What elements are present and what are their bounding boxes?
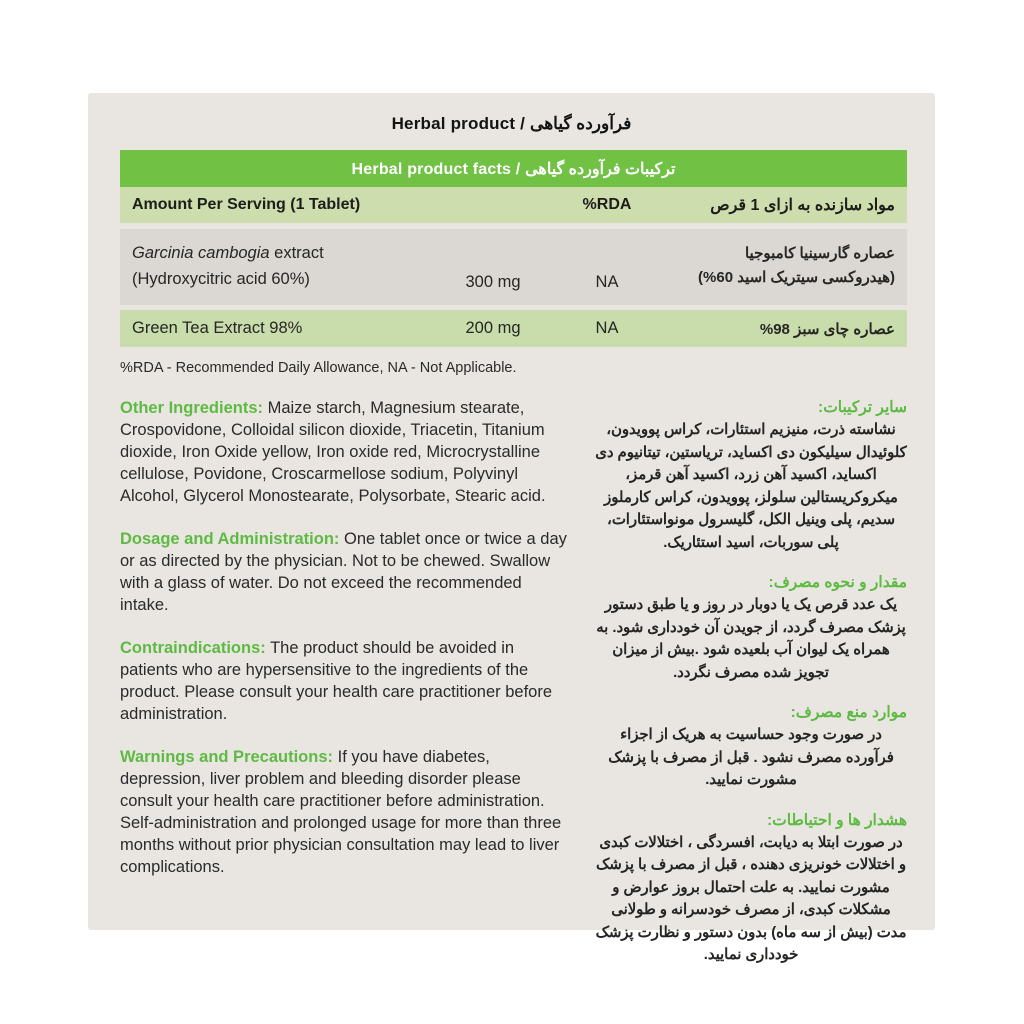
amount-value: 200 mg — [465, 319, 521, 337]
rda-footnote: %RDA - Recommended Daily Allowance, NA - Not Applicable. — [120, 360, 517, 376]
ingredient-name-suffix: extract — [269, 244, 324, 262]
section-body: One tablet once or twice a day or as directed by the physician. Not to be chewed. Swallow with a glass of water. Do not exceed the recommended intake. — [120, 530, 567, 614]
body-columns — [120, 397, 907, 985]
section-body-fa: در صورت وجود حساسیت به هریک از اجزاء فرآورده مصرف نشود . قبل از مصرف با پزشک مشورت نمایید. — [608, 727, 894, 788]
section-heading-fa: موارد منع مصرف: — [790, 704, 907, 721]
section-warnings-fa — [595, 810, 907, 967]
section-body-fa: در صورت ابتلا به دیابت، افسردگی ، اختلالات کبدی و اختلالات خونریزی دهنده ، قبل از مصرف با پزشک مشورت نمایید. به علت احتمال بروز عوارض و مشکلات کبدی، از مصرف خودسرانه و طولانی مدت (بیش از سه ماه) بدون دستور و نظارت پزشک خودداری نمایید. — [595, 834, 907, 963]
ingredient-name-line2: (Hydroxycitric acid 60%) — [132, 270, 310, 288]
section-other-ingredients-fa — [595, 397, 907, 554]
section-dosage-fa — [595, 572, 907, 684]
section-other-ingredients-en — [120, 397, 572, 507]
product-label-card — [88, 93, 935, 963]
section-dosage-en — [120, 528, 572, 616]
section-warnings-en — [120, 746, 572, 878]
section-body-fa: نشاسته ذرت، منیزیم استئارات، کراس پوویدون، کلوئیدال سیلیکون دی اکساید، تریاستین، تیتانیوم دی اکساید، اکسید آهن زرد، اکسید آهن قرمز، میکروکریستالین سلولز، پوویدون، کراس کارملوز سدیم، پلی وینیل الکل، گلیسرول مونواستئارات، پلی سوربات، اسید استئاریک. — [595, 422, 907, 551]
facts-column-header-row — [120, 187, 907, 223]
ingredient-name-fa: عصاره چای سبز 98% — [759, 320, 895, 338]
rda-value: NA — [595, 319, 619, 337]
fa-column-header: مواد سازنده به ازای 1 قرص — [710, 197, 895, 214]
rda-header: %RDA — [582, 196, 632, 213]
section-body: The product should be avoided in patients who are hypersensitive to the ingredients of the product. Please consult your health care practitioner before administration. — [120, 639, 552, 723]
section-heading-fa: سایر ترکیبات: — [818, 399, 907, 416]
ingredient-name: Green Tea Extract 98% — [132, 319, 303, 337]
section-heading: Dosage and Administration: — [120, 530, 340, 548]
ingredient-latin-name: Garcinia cambogia — [132, 244, 270, 262]
section-body: Maize starch, Magnesium stearate, Crospovidone, Colloidal silicon dioxide, Triacetin, Titanium dioxide, Iron Oxide yellow, Iron oxide red, Microcrystalline cellulose, Povidone, Croscarmellose sodium, Polyvinyl Alcohol, Glycerol Monostearate, Polysorbate, Stearic acid. — [120, 399, 546, 505]
facts-header-bar: Herbal product facts / ترکیبات فرآورده گیاهی — [120, 150, 907, 187]
section-heading-fa: مقدار و نحوه مصرف: — [768, 574, 907, 591]
ingredient-name-fa-line2: (هیدروکسی سیتریک اسید 60%) — [698, 269, 895, 286]
section-heading: Other Ingredients: — [120, 399, 264, 417]
section-heading: Contraindications: — [120, 639, 266, 657]
amount-per-serving-header: Amount Per Serving (1 Tablet) — [132, 196, 361, 213]
facts-table — [120, 150, 907, 347]
ingredient-name-fa-line1: عصاره گارسینیا کامبوجیا — [744, 245, 895, 262]
english-column — [120, 397, 572, 985]
ingredient-row-green-tea — [120, 310, 907, 347]
section-heading-fa: هشدار ها و احتیاطات: — [766, 811, 907, 829]
ingredient-name-line1 — [132, 240, 433, 266]
ingredient-name-fa — [661, 242, 907, 290]
product-title: Herbal product / فرآورده گیاهی — [391, 114, 632, 133]
amount-value: 300 mg — [465, 273, 521, 291]
section-heading: Warnings and Precautions: — [120, 748, 334, 766]
section-body: If you have diabetes, depression, liver problem and bleeding disorder please consult your health care practitioner before administration. Self-administration and prolonged usage for more than three months without prior physician consultation may lead to liver complications. — [120, 748, 562, 876]
section-body-fa: یک عدد قرص یک یا دوبار در روز و یا طبق دستور پزشک مصرف گردد، از جویدن آن خودداری شود. به همراه یک لیوان آب بلعیده شود .بیش از میزان تجویز شده مصرف نگردد. — [596, 597, 906, 681]
section-contraindications-en — [120, 637, 572, 725]
rda-value: NA — [595, 273, 619, 291]
section-contraindications-fa — [595, 702, 907, 792]
persian-column — [595, 397, 907, 985]
ingredient-row-garcinia — [120, 229, 907, 305]
ingredient-name — [120, 240, 433, 292]
